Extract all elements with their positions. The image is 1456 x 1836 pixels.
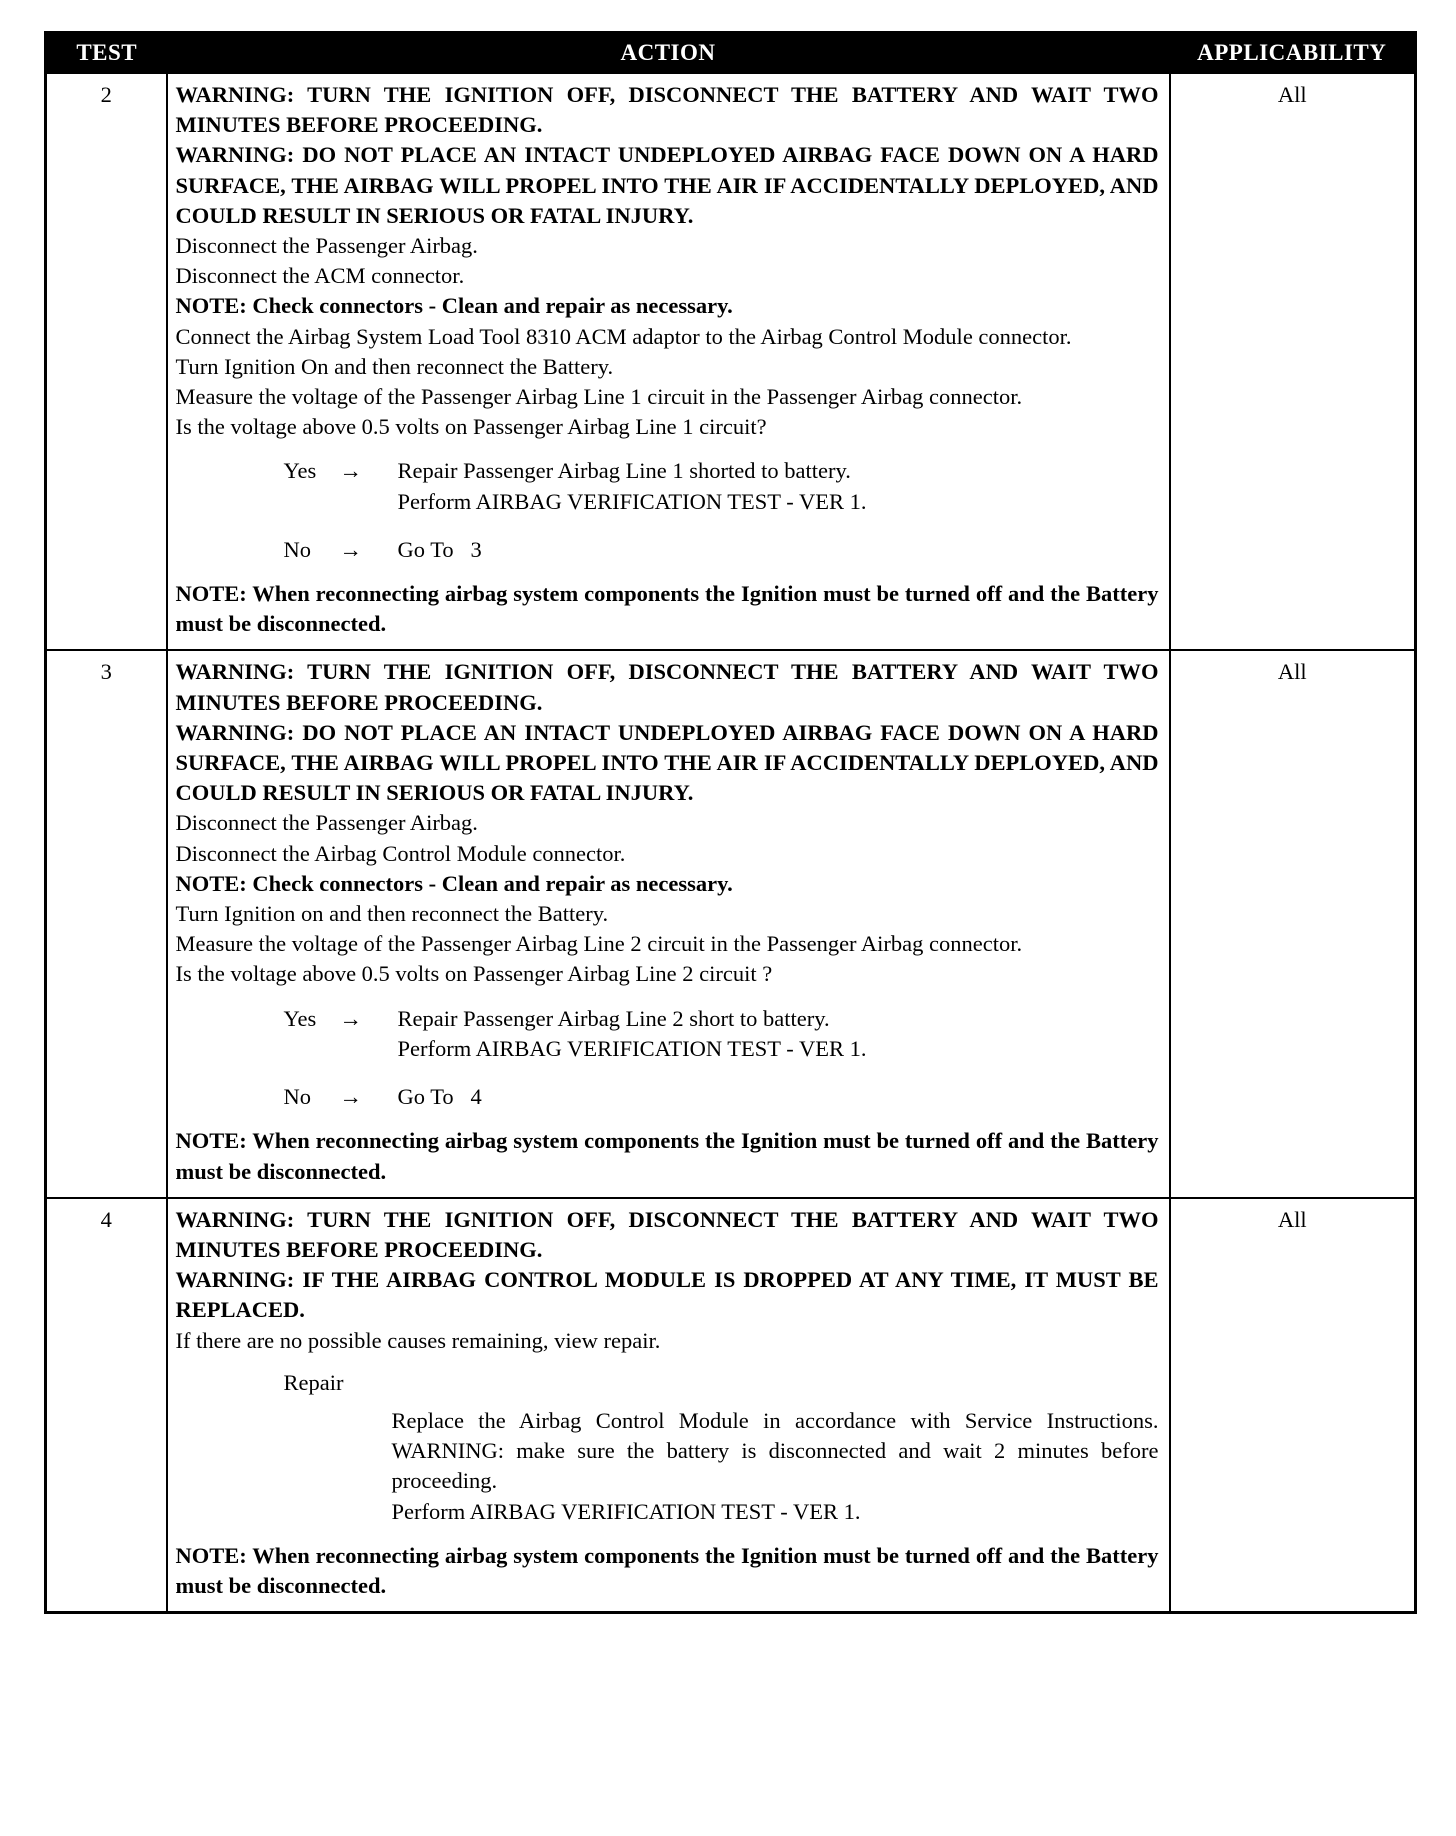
no-label: No	[283, 1084, 311, 1110]
warning-text: WARNING: TURN THE IGNITION OFF, DISCONNECT THE BATTERY AND WAIT TWO MINUTES BEFORE PROCEEDING.	[175, 1206, 1159, 1262]
right-arrow-icon: →	[339, 1084, 362, 1110]
warning-text: WARNING: DO NOT PLACE AN INTACT UNDEPLOYED AIRBAG FACE DOWN ON A HARD SURFACE, THE AIRBAG WILL PROPEL INTO THE AIR IF ACCIDENTALLY DEPLOYED, AND COULD RESULT IN SERIOUS OR FATAL INJURY.	[175, 719, 1159, 806]
check-note: NOTE: Check connectors - Clean and repair as necessary.	[175, 870, 733, 896]
applicability-value: All	[1170, 650, 1416, 1197]
test-number: 2	[46, 73, 167, 650]
intro-text: If there are no possible causes remaining, view repair.	[175, 1327, 661, 1353]
warning-text: WARNING: TURN THE IGNITION OFF, DISCONNECT THE BATTERY AND WAIT TWO MINUTES BEFORE PROCEEDING.	[175, 82, 1159, 138]
right-arrow-icon: →	[339, 1005, 362, 1031]
warning-text: WARNING: DO NOT PLACE AN INTACT UNDEPLOYED AIRBAG FACE DOWN ON A HARD SURFACE, THE AIRBAG WILL PROPEL INTO THE AIR IF ACCIDENTALLY DEPLOYED, AND COULD RESULT IN SERIOUS OR FATAL INJURY.	[175, 142, 1159, 228]
yes-result-line: Repair Passenger Airbag Line 1 shorted to battery.	[397, 458, 851, 484]
yes-answer	[284, 456, 1159, 516]
question-text: Is the voltage above 0.5 volts on Passenger Airbag Line 1 circuit?	[175, 414, 767, 440]
test-number: 4	[46, 1198, 167, 1613]
table-row	[46, 1198, 1416, 1613]
question-text: Is the voltage above 0.5 volts on Passenger Airbag Line 2 circuit ?	[175, 961, 773, 987]
answer-block	[284, 1004, 1159, 1113]
no-result: Go To 3	[397, 536, 482, 562]
no-answer	[284, 535, 1159, 565]
step-text: Connect the Airbag System Load Tool 8310 ACM adaptor to the Airbag Control Module connector.	[175, 323, 1072, 349]
yes-answer	[284, 1004, 1159, 1064]
repair-instructions	[392, 1406, 1159, 1527]
header-action: ACTION	[167, 33, 1170, 74]
repair-text: Replace the Airbag Control Module in accordance with Service Instructions. WARNING: make sure the battery is disconnected and wait 2 minutes before proceeding.	[391, 1407, 1159, 1494]
yes-label: Yes	[283, 458, 317, 484]
step-text: Turn Ignition On and then reconnect the Battery.	[175, 353, 614, 379]
table-header-row	[46, 33, 1416, 74]
step-text: Turn Ignition on and then reconnect the Battery.	[175, 901, 609, 927]
action-cell	[167, 650, 1170, 1197]
step-text: Measure the voltage of the Passenger Airbag Line 1 circuit in the Passenger Airbag connector.	[175, 384, 1023, 410]
answer-block	[284, 456, 1159, 565]
step-text: Measure the voltage of the Passenger Airbag Line 2 circuit in the Passenger Airbag connector.	[175, 931, 1023, 957]
right-arrow-icon: →	[339, 536, 362, 562]
reconnect-note: NOTE: When reconnecting airbag system components the Ignition must be turned off and the Battery must be disconnected.	[175, 1128, 1159, 1184]
repair-verify: Perform AIRBAG VERIFICATION TEST - VER 1.	[391, 1498, 861, 1524]
no-answer	[284, 1082, 1159, 1112]
right-arrow-icon: →	[339, 458, 362, 484]
reconnect-note: NOTE: When reconnecting airbag system components the Ignition must be turned off and the Battery must be disconnected.	[175, 581, 1159, 637]
step-text: Disconnect the ACM connector.	[175, 263, 465, 289]
repair-label: Repair	[283, 1369, 344, 1395]
no-label: No	[283, 536, 311, 562]
warning-text: WARNING: TURN THE IGNITION OFF, DISCONNECT THE BATTERY AND WAIT TWO MINUTES BEFORE PROCEEDING.	[175, 659, 1159, 715]
header-test: TEST	[46, 33, 167, 74]
test-number: 3	[46, 650, 167, 1197]
applicability-value: All	[1170, 73, 1416, 650]
diagnostic-test-table	[44, 31, 1417, 1614]
reconnect-note: NOTE: When reconnecting airbag system components the Ignition must be turned off and the Battery must be disconnected.	[175, 1542, 1159, 1598]
step-text: Disconnect the Passenger Airbag.	[175, 810, 478, 836]
step-text: Disconnect the Passenger Airbag.	[175, 233, 478, 259]
check-note: NOTE: Check connectors - Clean and repair as necessary.	[175, 293, 733, 319]
yes-result	[398, 456, 1159, 516]
yes-result-line: Perform AIRBAG VERIFICATION TEST - VER 1.	[397, 488, 867, 514]
repair-block	[284, 1368, 1159, 1527]
yes-label: Yes	[283, 1005, 317, 1031]
table-row	[46, 650, 1416, 1197]
table-row	[46, 73, 1416, 650]
applicability-value: All	[1170, 1198, 1416, 1613]
header-applicability: APPLICABILITY	[1170, 33, 1416, 74]
no-result: Go To 4	[397, 1084, 482, 1110]
yes-result-line: Perform AIRBAG VERIFICATION TEST - VER 1.	[397, 1035, 867, 1061]
warning-text: WARNING: IF THE AIRBAG CONTROL MODULE IS DROPPED AT ANY TIME, IT MUST BE REPLACED.	[175, 1267, 1159, 1323]
yes-result-line: Repair Passenger Airbag Line 2 short to battery.	[397, 1005, 830, 1031]
action-cell	[167, 73, 1170, 650]
yes-result	[398, 1004, 1159, 1064]
action-cell	[167, 1198, 1170, 1613]
step-text: Disconnect the Airbag Control Module connector.	[175, 840, 626, 866]
